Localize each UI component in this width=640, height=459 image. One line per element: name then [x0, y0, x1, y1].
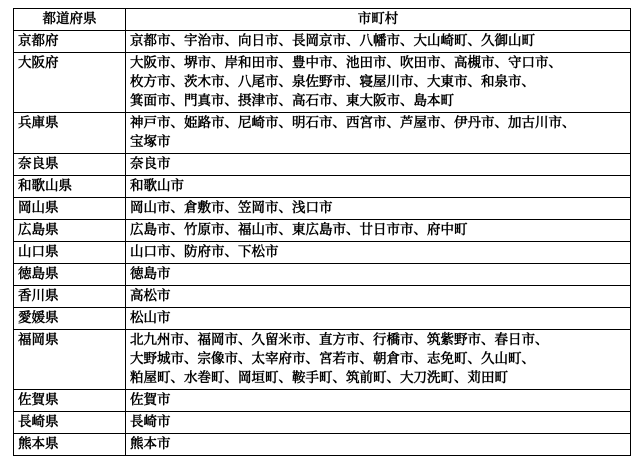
table-row	[14, 154, 631, 176]
table-row	[14, 220, 631, 242]
municipality-line: 奈良市	[130, 156, 171, 172]
prefecture-cell: 福岡県	[14, 330, 126, 390]
table-row	[14, 198, 631, 220]
municipality-line: 箕面市、門真市、摂津市、高石市、東大阪市、島本町	[130, 93, 454, 109]
table-row	[14, 434, 631, 456]
prefecture-cell: 兵庫県	[14, 113, 126, 154]
prefecture-column-header: 都道府県	[14, 9, 126, 31]
municipality-line: 枚方市、茨木市、八尾市、泉佐野市、寝屋川市、大東市、和泉市、	[130, 74, 535, 90]
municipality-line: 高松市	[130, 288, 171, 304]
table-header-row	[14, 9, 631, 31]
municipality-line: 和歌山市	[130, 178, 184, 194]
prefecture-cell: 佐賀県	[14, 390, 126, 412]
table-row	[14, 176, 631, 198]
table-body	[14, 31, 631, 456]
municipality-cell	[126, 286, 631, 308]
municipality-line: 長崎市	[130, 414, 171, 430]
table-row	[14, 113, 631, 154]
prefecture-cell: 愛媛県	[14, 308, 126, 330]
table-row	[14, 412, 631, 434]
table-row	[14, 264, 631, 286]
municipality-line: 山口市、防府市、下松市	[130, 244, 279, 260]
municipality-cell	[126, 308, 631, 330]
table-row	[14, 242, 631, 264]
municipality-cell	[126, 264, 631, 286]
municipality-line: 大野城市、宗像市、太宰府市、宮若市、朝倉市、志免町、久山町、	[130, 351, 535, 367]
municipality-cell	[126, 198, 631, 220]
municipality-line: 神戸市、姫路市、尼崎市、明石市、西宮市、芦屋市、伊丹市、加古川市、	[130, 115, 576, 131]
prefecture-cell: 奈良県	[14, 154, 126, 176]
prefecture-cell: 広島県	[14, 220, 126, 242]
municipality-cell	[126, 176, 631, 198]
municipality-line: 岡山市、倉敷市、笠岡市、浅口市	[130, 200, 333, 216]
municipality-line: 粕屋町、水巻町、岡垣町、鞍手町、筑前町、大刀洗町、苅田町	[130, 370, 508, 386]
prefecture-cell: 京都府	[14, 31, 126, 53]
municipality-cell	[126, 113, 631, 154]
prefecture-cell: 香川県	[14, 286, 126, 308]
municipality-line: 徳島市	[130, 266, 171, 282]
municipality-cell	[126, 412, 631, 434]
table-row	[14, 53, 631, 113]
municipality-line: 北九州市、福岡市、久留米市、直方市、行橋市、筑紫野市、春日市、	[130, 332, 549, 348]
prefecture-cell: 長崎県	[14, 412, 126, 434]
table-row	[14, 330, 631, 390]
municipality-column-header: 市町村	[126, 9, 631, 31]
prefecture-cell: 徳島県	[14, 264, 126, 286]
table-row	[14, 286, 631, 308]
table-row	[14, 31, 631, 53]
municipality-cell	[126, 220, 631, 242]
municipality-table	[13, 8, 631, 456]
municipality-cell	[126, 31, 631, 53]
municipality-line: 大阪市、堺市、岸和田市、豊中市、池田市、吹田市、高槻市、守口市、	[130, 55, 562, 71]
prefecture-cell: 大阪府	[14, 53, 126, 113]
municipality-line: 京都市、宇治市、向日市、長岡京市、八幡市、大山崎町、久御山町	[130, 33, 535, 49]
prefecture-cell: 熊本県	[14, 434, 126, 456]
municipality-cell	[126, 242, 631, 264]
municipality-cell	[126, 330, 631, 390]
table-row	[14, 308, 631, 330]
municipality-line: 佐賀市	[130, 392, 171, 408]
municipality-line: 松山市	[130, 310, 171, 326]
municipality-line: 宝塚市	[130, 134, 171, 150]
table-row	[14, 390, 631, 412]
municipality-line: 熊本市	[130, 436, 171, 452]
municipality-cell	[126, 154, 631, 176]
prefecture-cell: 和歌山県	[14, 176, 126, 198]
municipality-cell	[126, 390, 631, 412]
prefecture-cell: 岡山県	[14, 198, 126, 220]
municipality-cell	[126, 53, 631, 113]
prefecture-cell: 山口県	[14, 242, 126, 264]
municipality-cell	[126, 434, 631, 456]
municipality-line: 広島市、竹原市、福山市、東広島市、廿日市市、府中町	[130, 222, 468, 238]
